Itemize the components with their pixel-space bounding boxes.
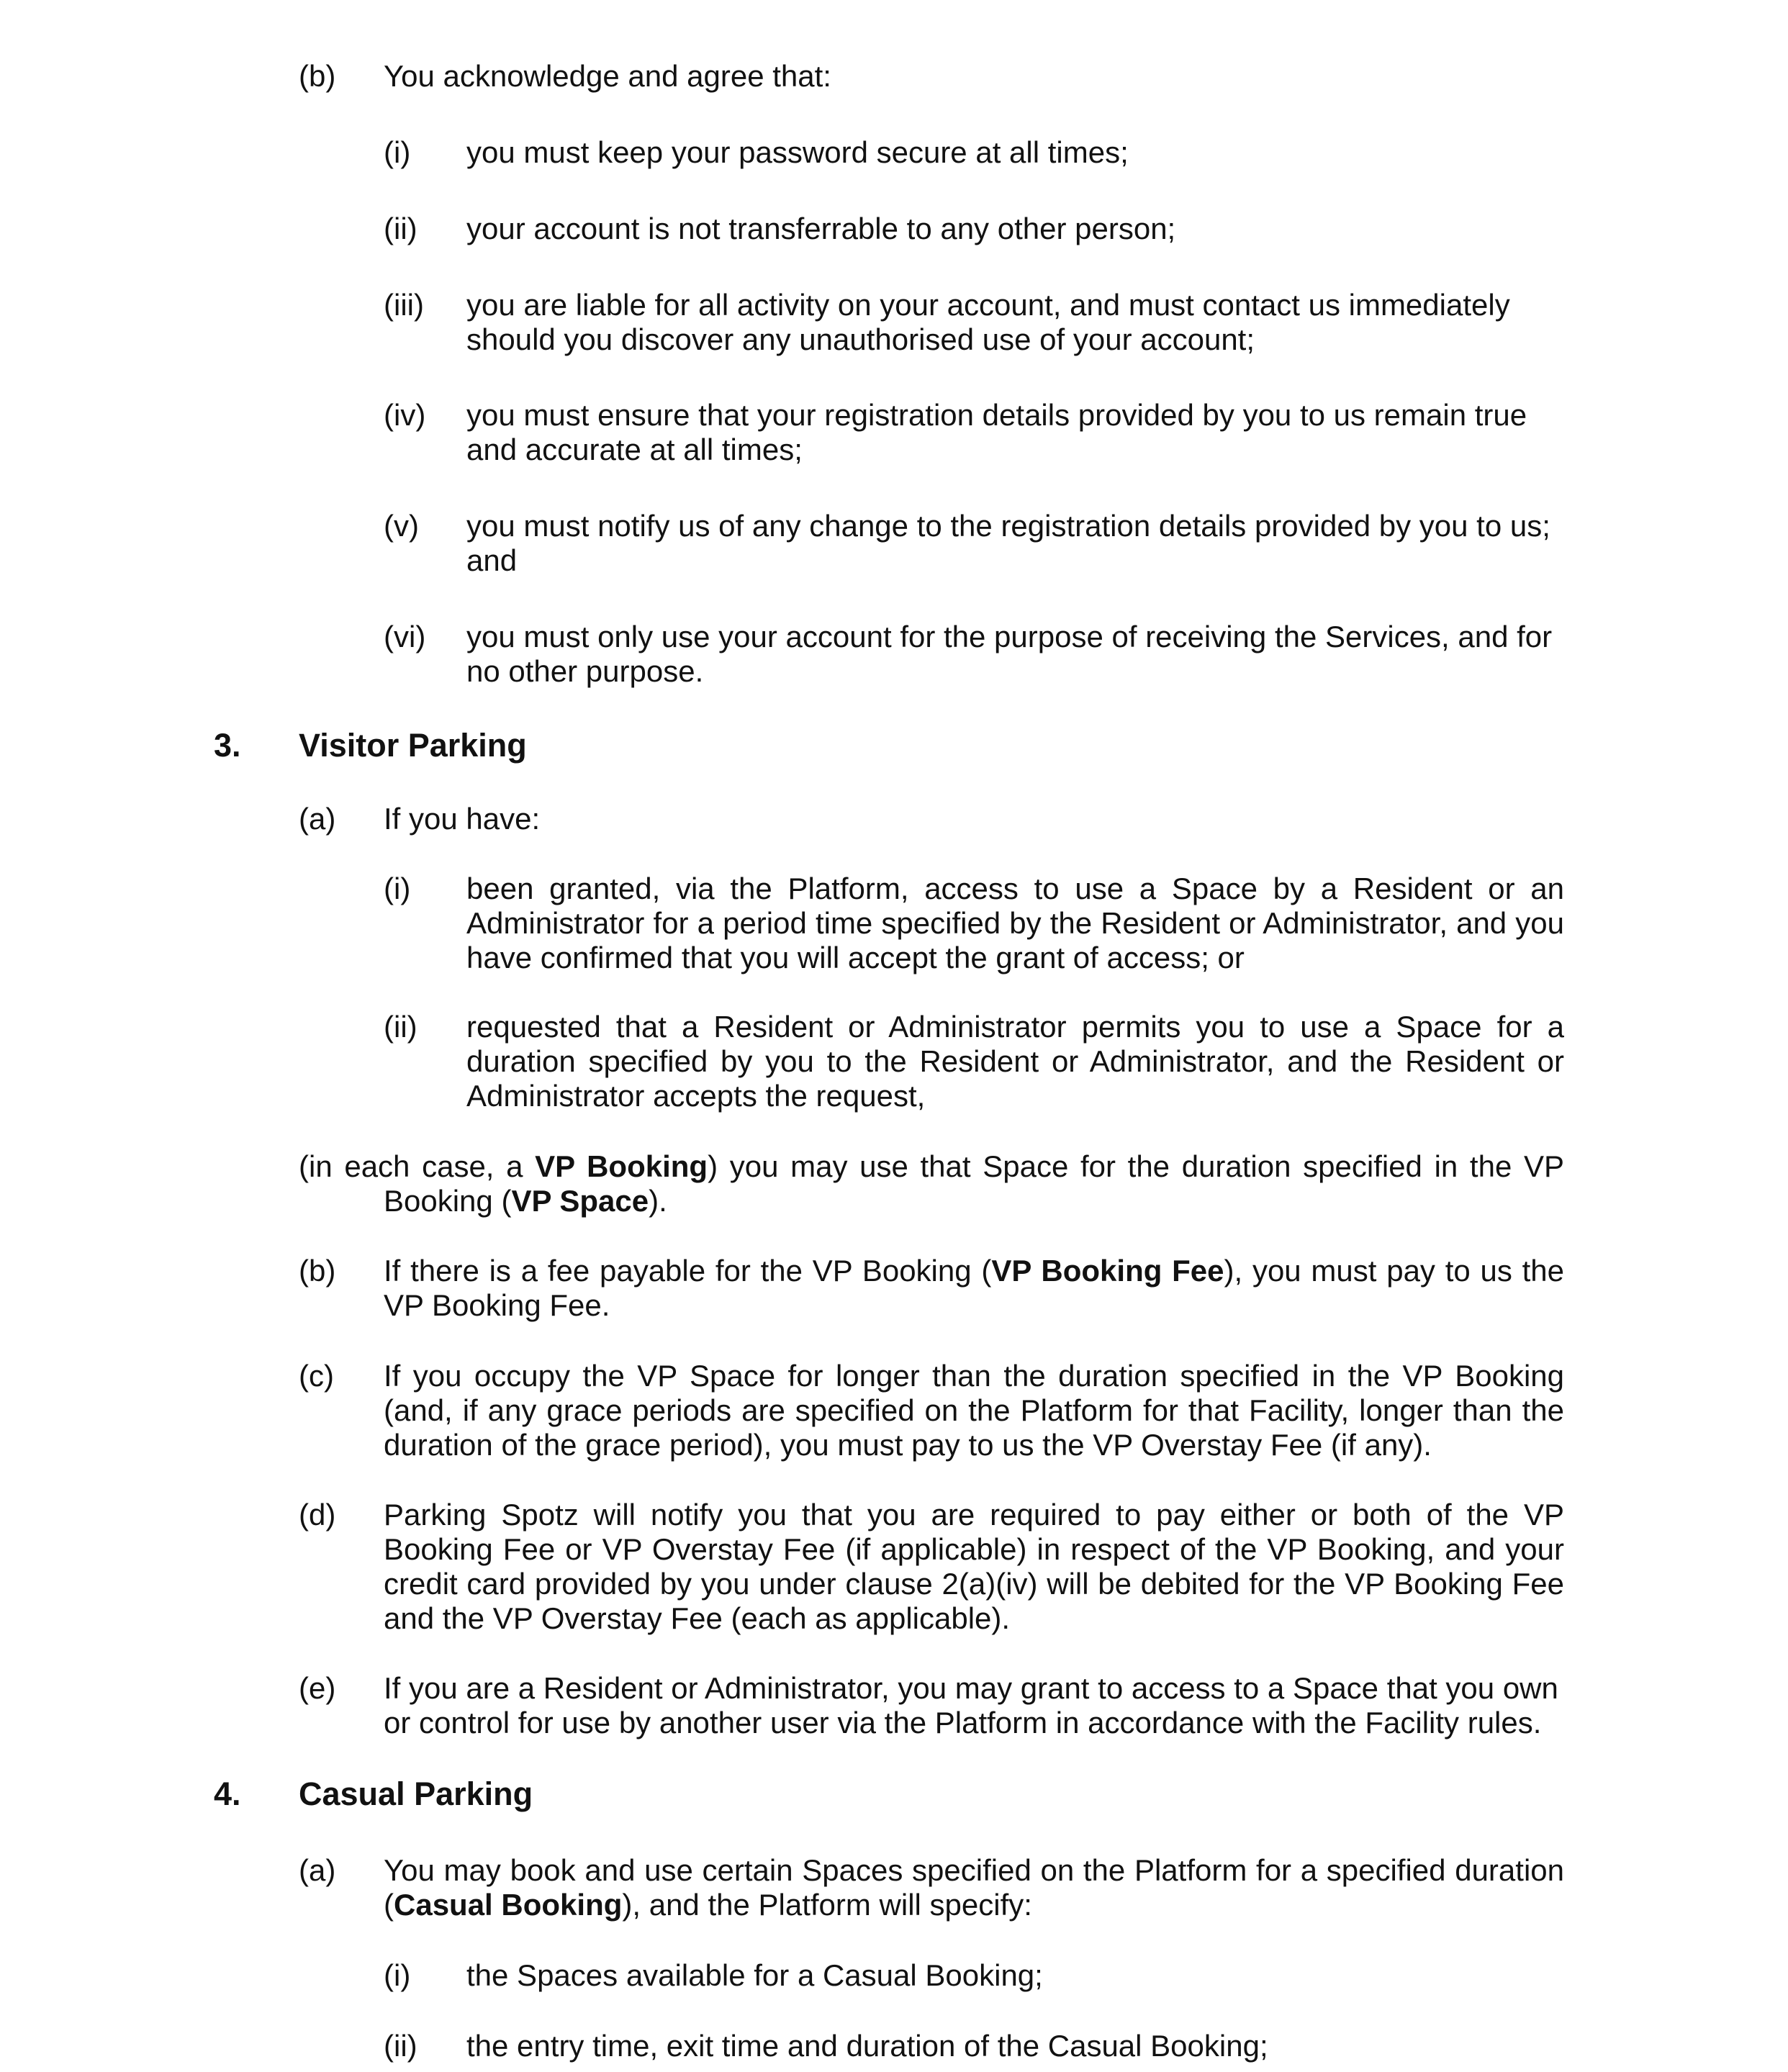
heading-title: Visitor Parking bbox=[299, 727, 527, 764]
clause-number: (a) bbox=[299, 802, 336, 836]
clause-text: You may book and use certain Spaces specified on the Platform for a specified duration (Casual Booking), and the Platform will specify: bbox=[384, 1853, 1564, 1922]
defined-term: VP Booking Fee bbox=[991, 1254, 1224, 1288]
clause-number: (e) bbox=[299, 1671, 336, 1705]
each-case-line-1: (in each case, a VP Booking) you may use that Space for the duration specified in the VP bbox=[299, 1149, 1565, 1183]
subclause-text: the Spaces available for a Casual Booking; bbox=[466, 1958, 1043, 1992]
defined-term: VP Booking bbox=[535, 1149, 708, 1183]
subclause-text: been granted, via the Platform, access to use a Space by a Resident or an Administrator for a period time specified by the Resident or Administrator, and you have confirmed that you will accept the grant of access; or bbox=[466, 872, 1564, 974]
subclause-text: requested that a Resident or Administrator permits you to use a Space for a duration specified by you to the Resident or Administrator, and the Resident or Administrator accepts the request, bbox=[466, 1010, 1564, 1113]
defined-term: VP Space bbox=[511, 1184, 649, 1218]
clause-number: (b) bbox=[299, 59, 336, 93]
each-case-line-2: Booking (VP Space). bbox=[384, 1184, 667, 1218]
heading-title: Casual Parking bbox=[299, 1775, 533, 1812]
subclause-text: you must ensure that your registration details provided by you to us remain true and accurate at all times; bbox=[466, 398, 1527, 466]
subclause-number: (i) bbox=[384, 872, 411, 905]
clause-text: If you occupy the VP Space for longer than the duration specified in the VP Booking (and, if any grace periods are specified on the Platform for that Facility, longer than the duration of the grace period), you must pay to us the VP Overstay Fee (if any). bbox=[384, 1359, 1564, 1462]
clause-text: If you are a Resident or Administrator, you may grant to access to a Space that you own or control for use by another user via the Platform in accordance with the Facility rules. bbox=[384, 1671, 1558, 1740]
subclause-number: (ii) bbox=[384, 1010, 417, 1044]
subclause-number: (ii) bbox=[384, 212, 417, 245]
clause-text: If there is a fee payable for the VP Booking (VP Booking Fee), you must pay to us the VP Booking Fee. bbox=[384, 1254, 1565, 1322]
clause-text: Parking Spotz will notify you that you are required to pay either or both of the VP Booking Fee or VP Overstay Fee (if applicable) in respect of the VP Booking, and your credit card provided by you under clause 2(a)(iv) will be debited for the VP Booking Fee and the VP Overstay Fee (each as applicable). bbox=[384, 1498, 1564, 1635]
subclause-text: you must keep your password secure at all times; bbox=[466, 135, 1129, 169]
clause-number: (a) bbox=[299, 1853, 336, 1887]
subclause-number: (vi) bbox=[384, 620, 426, 653]
defined-term: Casual Booking bbox=[394, 1888, 623, 1922]
subclause-number: (i) bbox=[384, 1958, 411, 1992]
subclause-number: (i) bbox=[384, 135, 411, 169]
heading-number: 4. bbox=[214, 1775, 241, 1812]
clause-number: (d) bbox=[299, 1498, 336, 1532]
subclause-text: you are liable for all activity on your account, and must contact us immediately should you discover any unauthorised use of your account; bbox=[466, 288, 1510, 356]
subclause-number: (iii) bbox=[384, 288, 424, 322]
heading-number: 3. bbox=[214, 727, 241, 764]
subclause-text: you must only use your account for the purpose of receiving the Services, and for no other purpose. bbox=[466, 620, 1553, 688]
clause-number: (c) bbox=[299, 1359, 334, 1393]
clause-text: You acknowledge and agree that: bbox=[384, 59, 831, 93]
subclause-number: (v) bbox=[384, 509, 419, 543]
subclause-number: (ii) bbox=[384, 2029, 417, 2063]
subclause-text: the entry time, exit time and duration of the Casual Booking; bbox=[466, 2029, 1268, 2063]
clause-text: If you have: bbox=[384, 802, 541, 836]
subclause-text: your account is not transferrable to any other person; bbox=[466, 212, 1176, 245]
subclause-text: you must notify us of any change to the registration details provided by you to us; and bbox=[466, 509, 1550, 577]
subclause-number: (iv) bbox=[384, 398, 426, 432]
clause-number: (b) bbox=[299, 1254, 336, 1288]
